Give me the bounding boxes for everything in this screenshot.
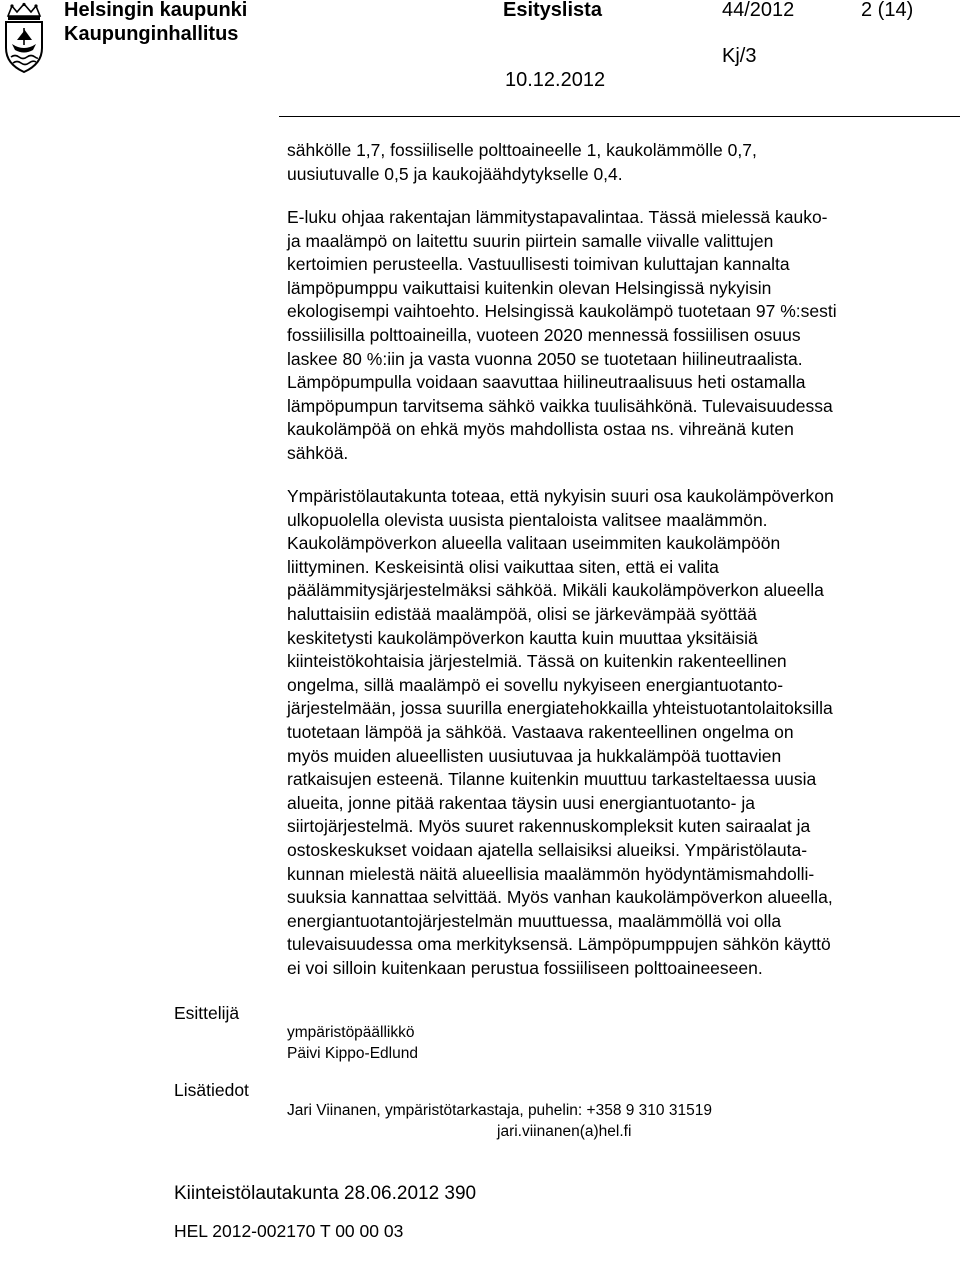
contact-info: Jari Viinanen, ympäristötarkastaja, puhelin: +358 9 310 31519 <box>287 1102 712 1119</box>
text-line: lämpöpumppu vaikuttaisi kuitenkin olevan Helsingissä nykyisin <box>287 277 772 298</box>
meeting-date: 10.12.2012 <box>505 69 606 91</box>
presenter-name: Päivi Kippo-Edlund <box>287 1045 418 1062</box>
text-line: ekologisempi vaihtoehto. Helsingissä kaukolämpö tuotetaan 97 %:sesti <box>287 301 837 322</box>
presenter-title: ympäristöpäällikkö <box>287 1024 415 1041</box>
org-name: Helsingin kaupunki <box>64 0 248 21</box>
text-line: ja maalämpö on laitettu suurin piirtein samalle viivalle valittujen <box>287 230 774 251</box>
paragraph-1 <box>287 139 757 186</box>
text-line: myös muiden alueellisten uusiutuvaa ja hukkalämpöä tuottavien <box>287 745 782 766</box>
text-line: suuksia kannattaa selvittää. Myös vanhan kaukolämpöverkon alueella, <box>287 887 833 908</box>
text-line: ratkaisujen esteenä. Tilanne kuitenkin muuttuu tarkasteltaessa uusia <box>287 769 817 790</box>
footer-record-id: HEL 2012-002170 T 00 00 03 <box>174 1221 404 1241</box>
text-line: haluttaisiin edistää maalämpöä, olisi se järkevämpää syöttää <box>287 603 757 624</box>
text-line: tuotetaan lämpöä ja sähköä. Vastaava rakenteellinen ongelma on <box>287 721 794 742</box>
text-line: Kaukolämpöverkon alueella valitaan useimmiten kaukolämpöön <box>287 533 781 554</box>
paragraph-2 <box>287 206 837 466</box>
text-line: energiantuotantojärjestelmän muuttuessa, maalämmöllä voi olla <box>287 910 782 931</box>
paragraph-3 <box>287 485 834 980</box>
text-line: alueita, jonne pitää rakentaa täysin uusi energiantuotanto- ja <box>287 792 755 813</box>
board-name: Kaupunginhallitus <box>64 23 239 45</box>
text-line: sähkölle 1,7, fossiiliselle polttoaineelle 1, kaukolämmölle 0,7, <box>287 140 757 160</box>
text-line: kunnan mielestä näitä alueellisia maalämmön hyödyntämismahdolli- <box>287 863 815 884</box>
text-line: uusiutuvalle 0,5 ja kaukojäähdytykselle 0,4. <box>287 163 623 184</box>
info-label: Lisätiedot <box>174 1080 249 1100</box>
presenter-label: Esittelijä <box>174 1003 240 1023</box>
text-line: ei voi silloin kuitenkaan perustua fossiiliseen polttoaineeseen. <box>287 957 763 978</box>
document-type: Esityslista <box>503 0 602 21</box>
text-line: ostoskeskukset voidaan ajatella sellaisiksi alueiksi. Ympäristölauta- <box>287 839 808 860</box>
text-line: E-luku ohjaa rakentajan lämmitystapavalintaa. Tässä mielessä kauko- <box>287 207 828 227</box>
text-line: ulkopuolella olevista uusista pientaloista valitsee maalämmön. <box>287 509 768 530</box>
document-number: 44/2012 <box>722 0 795 21</box>
helsinki-coat-of-arms-icon <box>2 2 46 74</box>
text-line: siirtojärjestelmä. Myös suuret rakennuskompleksit kuten sairaalat ja <box>287 816 811 837</box>
text-line: fossiilisilla polttoaineilla, vuoteen 2020 mennessä fossiilisen osuus <box>287 324 801 345</box>
header-divider <box>279 116 960 117</box>
text-line: päälämmitysjärjestelmäksi sähköä. Mikäli kaukolämpöverkon alueella <box>287 580 824 601</box>
page-number: 2 (14) <box>861 0 914 21</box>
text-line: Lämpöpumpulla voidaan saavuttaa hiilineutraalisuus heti ostamalla <box>287 372 806 393</box>
contact-email: jari.viinanen(a)hel.fi <box>497 1123 632 1140</box>
text-line: keskitetysti kaukolämpöverkon kautta kuin muuttaa yksitäisiä <box>287 627 758 648</box>
text-line: liittyminen. Keskeisintä olisi vaikuttaa siten, että ei valita <box>287 556 719 577</box>
text-line: lämpöpumpun tarvitsema sähkö vaikka tuulisähkönä. Tulevaisuudessa <box>287 395 833 416</box>
text-line: tulevaisuudessa oma merkityksensä. Lämpöpumppujen sähkön käyttö <box>287 934 831 955</box>
text-line: ongelma, sillä maalämpö ei sovellu nykyiseen energiantuotanto- <box>287 674 784 695</box>
footer-reference: Kiinteistölautakunta 28.06.2012 390 <box>174 1183 477 1204</box>
text-line: kaukolämpöä on ehkä myös mahdollista ostaa ns. vihreänä kuten <box>287 419 794 440</box>
text-line: Ympäristölautakunta toteaa, että nykyisin suuri osa kaukolämpöverkon <box>287 486 834 506</box>
agenda-item: Kj/3 <box>722 45 757 67</box>
text-line: sähköä. <box>287 442 349 463</box>
text-line: järjestelmään, jossa suurilla energiatehokkailla yhteistuotantolaitoksilla <box>287 698 833 719</box>
text-line: laskee 80 %:iin ja vasta vuonna 2050 se tuotetaan hiilineutraalista. <box>287 348 803 369</box>
text-line: kiinteistökohtaisia järjestelmiä. Tässä on kuitenkin rakenteellinen <box>287 651 787 672</box>
text-line: kertoimien perusteella. Vastuullisesti toimivan kuluttajan kannalta <box>287 254 790 275</box>
